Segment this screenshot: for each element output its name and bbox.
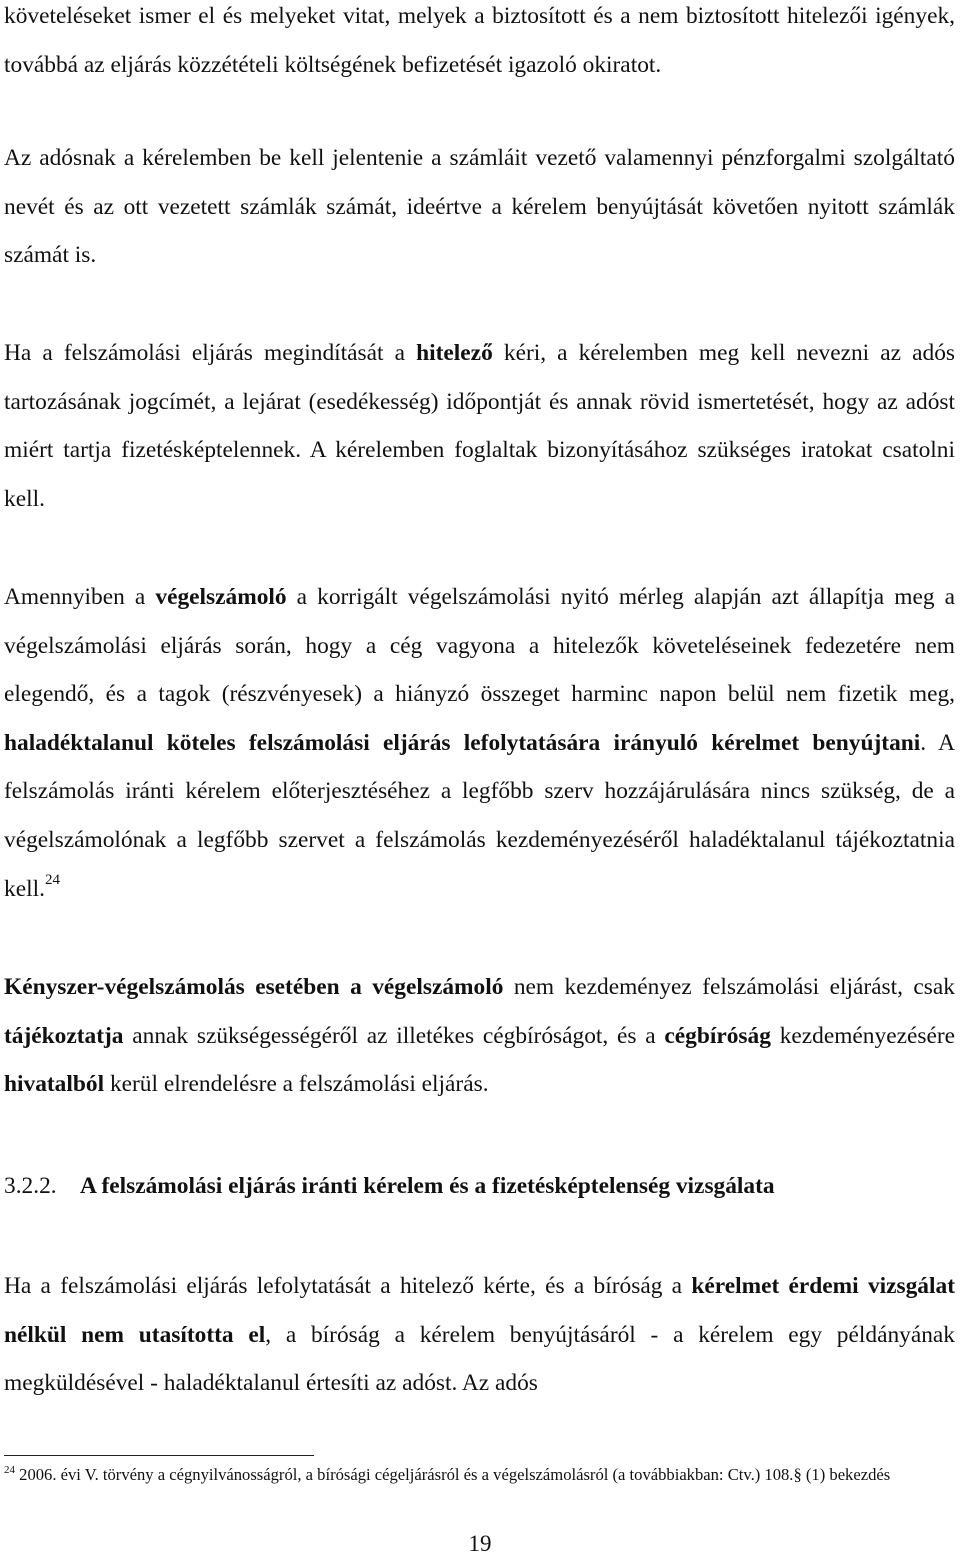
footnote-divider bbox=[4, 1455, 314, 1456]
bold-obligation: haladéktalanul köteles felszámolási eljárás lefolytatására irányuló kérelmet benyújtani bbox=[4, 729, 921, 756]
paragraph-1 bbox=[4, 0, 955, 89]
paragraph-2-text: Az adósnak a kérelemben be kell jelentenie a számláit vezető valamennyi pénzforgalmi szolgáltató nevét és az ott vezetett számlák számát, ideértve a kérelem benyújtását követően nyitott számlák számát is. bbox=[4, 145, 955, 269]
paragraph-6 bbox=[4, 1262, 955, 1408]
section-title: A felszámolási eljárás iránti kérelem és a fizetésképtelenség vizsgálata bbox=[80, 1173, 775, 1199]
paragraph-5 bbox=[4, 963, 955, 1109]
bold-term-hivatalbol: hivatalból bbox=[4, 1071, 105, 1098]
bold-term-kenyszer: Kényszer-végelszámolás esetében a végelszámoló bbox=[4, 974, 504, 1000]
section-number: 3.2.2. bbox=[4, 1173, 57, 1199]
paragraph-3-text: Ha a felszámolási eljárás megindítását a bbox=[4, 340, 417, 366]
footnote bbox=[4, 1462, 955, 1487]
bold-term-cegbirosag: cégbíróság bbox=[664, 1022, 771, 1049]
footnote-reference: 24 bbox=[44, 871, 60, 888]
footnote-number: 24 bbox=[4, 1464, 15, 1476]
paragraph-6-text: Ha a felszámolási eljárás lefolytatását a hitelező kérte, és a bíróság a bbox=[4, 1273, 692, 1299]
page-number: 19 bbox=[468, 1531, 492, 1556]
paragraph-5-text-cont: annak szükségességéről az illetékes cégbíróságot, és a bbox=[123, 1022, 665, 1049]
paragraph-2 bbox=[4, 134, 955, 280]
bold-term-tajekoztatja: tájékoztatja bbox=[4, 1022, 124, 1049]
paragraph-1-text: követeléseket ismer el és melyeket vitat, melyek a biztosított és a nem biztosított hitelezői igények, továbbá az eljárás közzétételi költségének befizetését igazoló okiratot. bbox=[4, 3, 955, 78]
paragraph-6-text-cont: , a bíróság a kérelem benyújtásáról - a kérelem egy példányának megküldésével - haladéktalanul értesíti az adóst. Az adós bbox=[4, 1321, 956, 1397]
paragraph-4-text-end: . A felszámolás iránti kérelem előterjesztéséhez a legfőbb szerv hozzájárulására nincs szükség, de a végelszámolónak a legfőbb szervet a felszámolás kezdeményezéséről haladéktalanul tájékoztatnia kell. bbox=[4, 729, 956, 902]
paragraph-5-text-cont2: kezdeményezésére bbox=[770, 1022, 955, 1049]
paragraph-3-text-cont: kéri, a kérelemben meg kell nevezni az adós tartozásának jogcímét, a lejárat (esedékesség) időpontját és annak rövid ismertetését, hogy az adóst miért tartja fizetésképtelennek. A kérelemben foglaltak bizonyításához szükséges iratokat csatolni kell. bbox=[4, 340, 955, 512]
paragraph-5-text: nem kezdeményez felszámolási eljárást, csak bbox=[503, 974, 955, 1000]
paragraph-4-text-cont: a korrigált végelszámolási nyitó mérleg alapján azt állapítja meg a végelszámolási eljárás során, hogy a cég vagyona a hitelezők követeléseinek fedezetére nem elegendő, és a tagok (részvényesek) a hiányzó összeget harminc napon belül nem fizetik meg, bbox=[4, 584, 955, 708]
bold-term-vegelszamolo: végelszámoló bbox=[155, 584, 287, 610]
bold-term-kerelmet: kérelmet érdemi vizsgálat nélkül nem utasította el bbox=[4, 1273, 955, 1348]
paragraph-4 bbox=[4, 573, 955, 913]
footnote-text: 2006. évi V. törvény a cégnyilvánosságról, a bírósági cégeljárásról és a végelszámolásról (a továbbiakban: Ctv.) 108.§ (1) bekezdés bbox=[15, 1465, 891, 1484]
paragraph-3 bbox=[4, 329, 955, 523]
bold-term-hitelezo: hitelező bbox=[416, 340, 493, 366]
section-heading bbox=[4, 1162, 955, 1210]
paragraph-4-text: Amennyiben a bbox=[4, 584, 156, 610]
paragraph-5-text-end: kerül elrendelésre a felszámolási eljárás. bbox=[104, 1071, 489, 1098]
